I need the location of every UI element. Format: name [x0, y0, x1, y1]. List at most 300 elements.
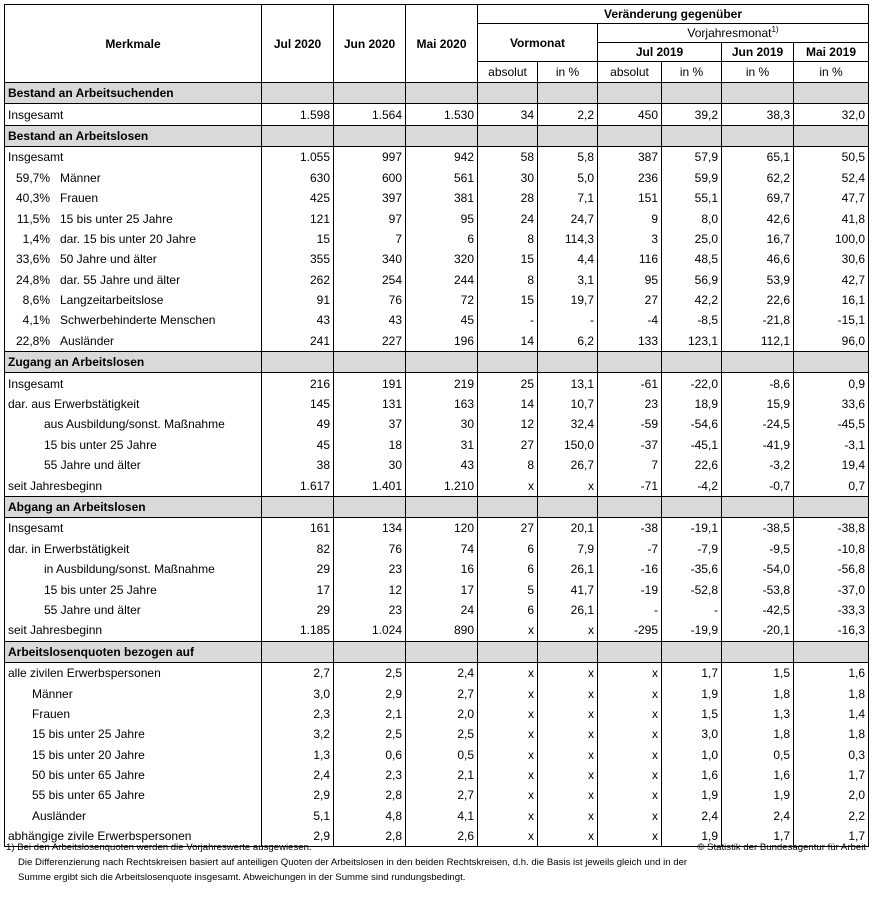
value-cell: x	[538, 620, 598, 641]
value-cell: 161	[262, 518, 334, 539]
table-row	[5, 724, 869, 744]
value-cell: -45,5	[794, 414, 869, 434]
value-cell: 1.185	[262, 620, 334, 641]
value-cell: 2,3	[262, 704, 334, 724]
value-cell: 50,5	[794, 147, 869, 168]
value-cell: 2,3	[334, 765, 406, 785]
value-cell: 19,4	[794, 455, 869, 475]
value-cell: 42,2	[662, 290, 722, 310]
value-cell: 890	[406, 620, 478, 641]
value-cell: 2,8	[334, 785, 406, 805]
value-cell: 8	[478, 455, 538, 475]
labour-market-table	[4, 4, 869, 847]
section-empty-cell	[794, 83, 869, 104]
value-cell: -54,0	[722, 559, 794, 579]
value-cell: 2,0	[794, 785, 869, 805]
value-cell: 23	[334, 600, 406, 620]
share-percent: 24,8%	[15, 272, 50, 287]
value-cell: x	[478, 806, 538, 826]
value-cell: 381	[406, 188, 478, 208]
value-cell: 96,0	[794, 331, 869, 352]
table-row	[5, 147, 869, 168]
value-cell: 131	[334, 394, 406, 414]
value-cell: x	[598, 683, 662, 703]
row-label-cell	[5, 270, 262, 290]
value-cell: 12	[334, 579, 406, 599]
value-cell: 27	[478, 435, 538, 455]
value-cell: -53,8	[722, 579, 794, 599]
section-empty-cell	[334, 352, 406, 373]
value-cell: 14	[478, 331, 538, 352]
value-cell: 7	[334, 229, 406, 249]
value-cell: 1,6	[722, 765, 794, 785]
table-row	[5, 331, 869, 352]
share-percent: 40,3%	[15, 191, 50, 206]
value-cell: x	[538, 745, 598, 765]
section-empty-cell	[262, 641, 334, 662]
section-title: Arbeitslosenquoten bezogen auf	[5, 641, 262, 662]
value-cell: -9,5	[722, 539, 794, 559]
value-cell: 25,0	[662, 229, 722, 249]
value-cell: 43	[406, 455, 478, 475]
value-cell: -19,1	[662, 518, 722, 539]
value-cell: -71	[598, 475, 662, 496]
table-row	[5, 188, 869, 208]
section-empty-cell	[262, 352, 334, 373]
value-cell: -	[538, 310, 598, 330]
value-cell: 114,3	[538, 229, 598, 249]
value-cell: 14	[478, 394, 538, 414]
value-cell: -	[478, 310, 538, 330]
row-label-cell	[5, 683, 262, 703]
value-cell: 397	[334, 188, 406, 208]
value-cell: 4,8	[334, 806, 406, 826]
section-empty-cell	[478, 641, 538, 662]
value-cell: 0,5	[722, 745, 794, 765]
value-cell: 30	[478, 168, 538, 188]
table-row	[5, 539, 869, 559]
value-cell: 22,6	[722, 290, 794, 310]
header-change: Veränderung gegenüber	[478, 5, 869, 24]
value-cell: 34	[478, 104, 538, 125]
section-empty-cell	[406, 352, 478, 373]
value-cell: 20,1	[538, 518, 598, 539]
value-cell: 942	[406, 147, 478, 168]
value-cell: x	[538, 662, 598, 683]
value-cell: 1,9	[662, 785, 722, 805]
section-header-row	[5, 352, 869, 373]
section-empty-cell	[262, 83, 334, 104]
value-cell: 0,7	[794, 475, 869, 496]
value-cell: 2,5	[334, 724, 406, 744]
value-cell: -16	[598, 559, 662, 579]
value-cell: 600	[334, 168, 406, 188]
section-empty-cell	[722, 125, 794, 146]
row-label: dar. 15 bis unter 20 Jahre	[60, 231, 197, 246]
footnote-marker: 1)	[771, 25, 779, 34]
value-cell: 15	[478, 290, 538, 310]
section-header-row	[5, 641, 869, 662]
table-row	[5, 600, 869, 620]
value-cell: 30	[406, 414, 478, 434]
row-label-cell	[5, 539, 262, 559]
section-empty-cell	[598, 641, 662, 662]
row-label: aus Ausbildung/sonst. Maßnahme	[44, 417, 225, 432]
value-cell: x	[598, 662, 662, 683]
value-cell: 42,6	[722, 208, 794, 228]
table-row	[5, 310, 869, 330]
row-label: Schwerbehinderte Menschen	[60, 313, 216, 328]
section-empty-cell	[722, 352, 794, 373]
value-cell: -33,3	[794, 600, 869, 620]
value-cell: x	[538, 724, 598, 744]
value-cell: 5,1	[262, 806, 334, 826]
value-cell: 1,3	[722, 704, 794, 724]
value-cell: 46,6	[722, 249, 794, 269]
value-cell: 0,6	[334, 745, 406, 765]
value-cell: 340	[334, 249, 406, 269]
value-cell: -61	[598, 373, 662, 394]
value-cell: 0,9	[794, 373, 869, 394]
value-cell: 39,2	[662, 104, 722, 125]
row-label: 50 bis unter 65 Jahre	[32, 768, 145, 783]
value-cell: 28	[478, 188, 538, 208]
value-cell: 112,1	[722, 331, 794, 352]
value-cell: -41,9	[722, 435, 794, 455]
row-label-cell	[5, 455, 262, 475]
table-row	[5, 414, 869, 434]
header-sub-absolut: absolut	[478, 62, 538, 83]
value-cell: 2,4	[662, 806, 722, 826]
value-cell: x	[478, 662, 538, 683]
value-cell: 17	[262, 579, 334, 599]
value-cell: 151	[598, 188, 662, 208]
table-row	[5, 290, 869, 310]
value-cell: -37,0	[794, 579, 869, 599]
section-empty-cell	[598, 496, 662, 517]
table-row	[5, 620, 869, 641]
value-cell: 3,0	[262, 683, 334, 703]
value-cell: 1,6	[794, 662, 869, 683]
value-cell: 69,7	[722, 188, 794, 208]
value-cell: 2,9	[262, 785, 334, 805]
section-empty-cell	[598, 352, 662, 373]
header-month-2: Mai 2020	[406, 5, 478, 83]
value-cell: 37	[334, 414, 406, 434]
table-row	[5, 704, 869, 724]
row-label: 55 bis unter 65 Jahre	[32, 788, 145, 803]
value-cell: -56,8	[794, 559, 869, 579]
section-empty-cell	[598, 83, 662, 104]
table-row	[5, 455, 869, 475]
value-cell: -8,6	[722, 373, 794, 394]
value-cell: 9	[598, 208, 662, 228]
section-empty-cell	[538, 496, 598, 517]
value-cell: 1,9	[722, 785, 794, 805]
value-cell: 6	[406, 229, 478, 249]
value-cell: 1,0	[662, 745, 722, 765]
table-row	[5, 683, 869, 703]
value-cell: 17	[406, 579, 478, 599]
value-cell: -4,2	[662, 475, 722, 496]
row-label-cell	[5, 147, 262, 168]
value-cell: 1,8	[722, 724, 794, 744]
row-label: Insgesamt	[8, 150, 64, 165]
value-cell: 47,7	[794, 188, 869, 208]
value-cell: -38,8	[794, 518, 869, 539]
section-title: Abgang an Arbeitslosen	[5, 496, 262, 517]
section-empty-cell	[478, 496, 538, 517]
value-cell: 22,6	[662, 455, 722, 475]
value-cell: x	[478, 785, 538, 805]
header-vormonat: Vormonat	[478, 24, 598, 62]
share-percent: 4,1%	[22, 313, 50, 328]
value-cell: 2,2	[538, 104, 598, 125]
value-cell: 38,3	[722, 104, 794, 125]
row-label: dar. 55 Jahre und älter	[60, 272, 181, 287]
header-sub-pct: in %	[722, 62, 794, 83]
value-cell: 1,5	[662, 704, 722, 724]
value-cell: 16,1	[794, 290, 869, 310]
value-cell: -15,1	[794, 310, 869, 330]
value-cell: 236	[598, 168, 662, 188]
value-cell: -38,5	[722, 518, 794, 539]
section-empty-cell	[538, 125, 598, 146]
footnote-1: 1) Bei den Arbeitslosenquoten werden die Vorjahreswerte ausgewiesen.	[6, 842, 312, 853]
section-empty-cell	[722, 641, 794, 662]
value-cell: 26,1	[538, 600, 598, 620]
value-cell: 4,1	[406, 806, 478, 826]
value-cell: 8	[478, 270, 538, 290]
value-cell: 19,7	[538, 290, 598, 310]
value-cell: 121	[262, 208, 334, 228]
value-cell: 6,2	[538, 331, 598, 352]
value-cell: 57,9	[662, 147, 722, 168]
value-cell: 244	[406, 270, 478, 290]
row-label: 55 Jahre und älter	[44, 602, 141, 617]
value-cell: x	[598, 765, 662, 785]
value-cell: 561	[406, 168, 478, 188]
value-cell: 27	[598, 290, 662, 310]
value-cell: 15	[478, 249, 538, 269]
row-label: 50 Jahre und älter	[60, 252, 157, 267]
value-cell: 43	[334, 310, 406, 330]
value-cell: 1,3	[262, 745, 334, 765]
section-empty-cell	[538, 83, 598, 104]
value-cell: 1,6	[662, 765, 722, 785]
table-row	[5, 249, 869, 269]
value-cell: x	[478, 620, 538, 641]
row-label-cell	[5, 579, 262, 599]
value-cell: 1,8	[722, 683, 794, 703]
section-header-row	[5, 125, 869, 146]
value-cell: 2,9	[334, 683, 406, 703]
value-cell: x	[598, 806, 662, 826]
value-cell: -295	[598, 620, 662, 641]
row-label-cell	[5, 662, 262, 683]
row-label-cell	[5, 249, 262, 269]
value-cell: -7,9	[662, 539, 722, 559]
section-empty-cell	[662, 496, 722, 517]
table-row	[5, 806, 869, 826]
footnote-2: Die Differenzierung nach Rechtskreisen basiert auf anteiligen Quoten der Arbeitslosen in den beiden Rechtskreisen, d.h. die Basis ist jeweils gleich und in der	[18, 857, 688, 868]
value-cell: 1.617	[262, 475, 334, 496]
value-cell: 2,0	[406, 704, 478, 724]
header-merkmale: Merkmale	[5, 5, 262, 83]
header-sub-absolut: absolut	[598, 62, 662, 83]
section-empty-cell	[794, 641, 869, 662]
value-cell: 150,0	[538, 435, 598, 455]
section-empty-cell	[722, 496, 794, 517]
value-cell: 53,9	[722, 270, 794, 290]
row-label: Langzeitarbeitslose	[60, 293, 164, 308]
value-cell: x	[478, 724, 538, 744]
row-label-cell	[5, 373, 262, 394]
value-cell: 31	[406, 435, 478, 455]
value-cell: 23	[334, 559, 406, 579]
value-cell: 262	[262, 270, 334, 290]
value-cell: 1,7	[722, 826, 794, 847]
value-cell: 123,1	[662, 331, 722, 352]
value-cell: 6	[478, 559, 538, 579]
value-cell: 26,7	[538, 455, 598, 475]
row-label: seit Jahresbeginn	[8, 478, 103, 493]
value-cell: -4	[598, 310, 662, 330]
row-label: 55 Jahre und älter	[44, 458, 141, 473]
value-cell: 2,9	[262, 826, 334, 847]
vorjahres-label: Vorjahresmonat	[687, 26, 772, 40]
value-cell: 2,4	[406, 662, 478, 683]
table-row	[5, 270, 869, 290]
value-cell: x	[538, 704, 598, 724]
value-cell: 95	[598, 270, 662, 290]
section-empty-cell	[598, 125, 662, 146]
value-cell: 59,9	[662, 168, 722, 188]
section-header-row	[5, 83, 869, 104]
value-cell: -52,8	[662, 579, 722, 599]
share-percent: 1,4%	[22, 231, 50, 246]
section-title: Bestand an Arbeitsuchenden	[5, 83, 262, 104]
section-empty-cell	[538, 352, 598, 373]
section-title: Bestand an Arbeitslosen	[5, 125, 262, 146]
value-cell: 8,0	[662, 208, 722, 228]
value-cell: -38	[598, 518, 662, 539]
value-cell: 219	[406, 373, 478, 394]
value-cell: 2,5	[334, 662, 406, 683]
row-label-cell	[5, 188, 262, 208]
value-cell: 216	[262, 373, 334, 394]
header-vj-month-1: Jun 2019	[722, 43, 794, 62]
value-cell: 15	[262, 229, 334, 249]
section-empty-cell	[794, 496, 869, 517]
value-cell: 12	[478, 414, 538, 434]
section-empty-cell	[406, 83, 478, 104]
value-cell: 133	[598, 331, 662, 352]
header-vj-month-0: Jul 2019	[598, 43, 722, 62]
value-cell: 30	[334, 455, 406, 475]
row-label-cell	[5, 229, 262, 249]
value-cell: 2,7	[262, 662, 334, 683]
row-label: 15 bis unter 25 Jahre	[44, 582, 157, 597]
row-label-cell	[5, 104, 262, 125]
value-cell: -21,8	[722, 310, 794, 330]
row-label: 15 bis unter 20 Jahre	[32, 747, 145, 762]
value-cell: x	[598, 745, 662, 765]
value-cell: 2,4	[262, 765, 334, 785]
value-cell: 27	[478, 518, 538, 539]
value-cell: 95	[406, 208, 478, 228]
value-cell: 5,0	[538, 168, 598, 188]
value-cell: 7,9	[538, 539, 598, 559]
value-cell: 18,9	[662, 394, 722, 414]
value-cell: 49	[262, 414, 334, 434]
value-cell: 3,2	[262, 724, 334, 744]
value-cell: -	[598, 600, 662, 620]
row-label-cell	[5, 600, 262, 620]
value-cell: -8,5	[662, 310, 722, 330]
section-empty-cell	[334, 83, 406, 104]
value-cell: 1,8	[794, 724, 869, 744]
row-label: 15 bis unter 25 Jahre	[60, 211, 173, 226]
section-empty-cell	[662, 125, 722, 146]
value-cell: 97	[334, 208, 406, 228]
value-cell: 8	[478, 229, 538, 249]
value-cell: 3,0	[662, 724, 722, 744]
table-row	[5, 435, 869, 455]
row-label-cell	[5, 208, 262, 228]
table-row	[5, 785, 869, 805]
value-cell: 3,1	[538, 270, 598, 290]
value-cell: 5	[478, 579, 538, 599]
table-row	[5, 104, 869, 125]
value-cell: 120	[406, 518, 478, 539]
value-cell: 145	[262, 394, 334, 414]
value-cell: x	[598, 704, 662, 724]
row-label: dar. aus Erwerbstätigkeit	[8, 397, 140, 412]
value-cell: -3,1	[794, 435, 869, 455]
row-label: in Ausbildung/sonst. Maßnahme	[44, 562, 215, 577]
row-label-cell	[5, 745, 262, 765]
section-empty-cell	[262, 125, 334, 146]
value-cell: 65,1	[722, 147, 794, 168]
value-cell: 1.401	[334, 475, 406, 496]
value-cell: 100,0	[794, 229, 869, 249]
value-cell: 82	[262, 539, 334, 559]
value-cell: 5,8	[538, 147, 598, 168]
value-cell: 2,7	[406, 785, 478, 805]
value-cell: 2,6	[406, 826, 478, 847]
table-row	[5, 765, 869, 785]
row-label: dar. in Erwerbstätigkeit	[8, 541, 130, 556]
value-cell: 74	[406, 539, 478, 559]
copyright-notice: © Statistik der Bundesagentur für Arbeit	[697, 842, 866, 853]
value-cell: 26,1	[538, 559, 598, 579]
table-row	[5, 518, 869, 539]
row-label: Insgesamt	[8, 107, 64, 122]
row-label-cell	[5, 806, 262, 826]
section-empty-cell	[662, 83, 722, 104]
value-cell: 1,7	[794, 826, 869, 847]
value-cell: 6	[478, 539, 538, 559]
row-label-cell	[5, 704, 262, 724]
value-cell: x	[538, 683, 598, 703]
footnote-3: Summe ergibt sich die Arbeitslosenquote insgesamt. Abweichungen in der Summe sind rundungsbedingt.	[18, 872, 466, 883]
value-cell: 1.024	[334, 620, 406, 641]
value-cell: 38	[262, 455, 334, 475]
section-empty-cell	[262, 496, 334, 517]
value-cell: -19,9	[662, 620, 722, 641]
value-cell: 0,5	[406, 745, 478, 765]
